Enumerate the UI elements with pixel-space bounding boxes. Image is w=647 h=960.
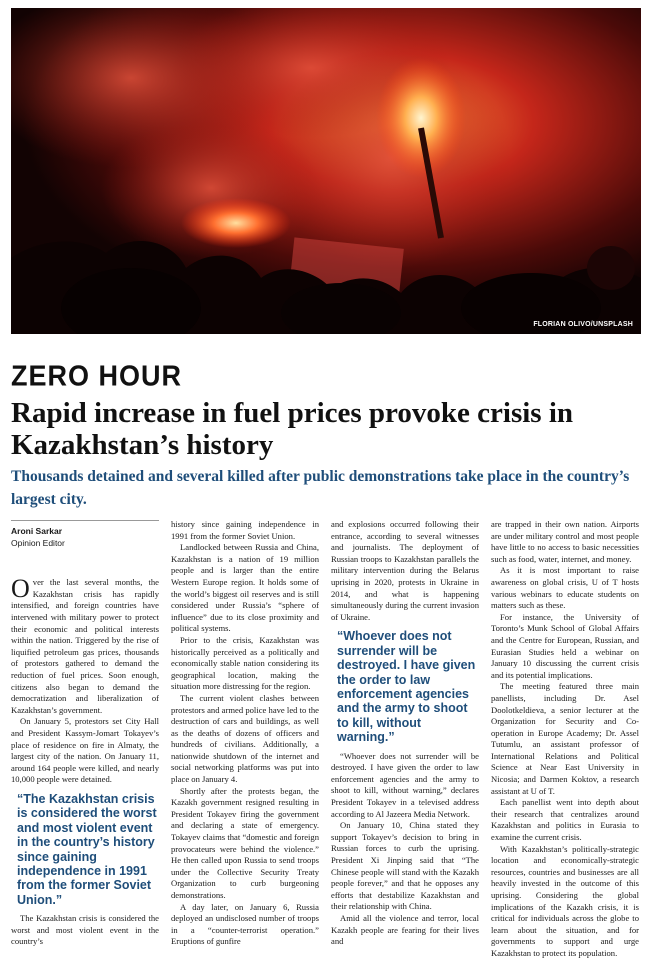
paragraph: For instance, the University of Toronto’s Munk School of Global Affairs and the Centre for European, Russian, and Eurasian Studies held a webinar on January 10 discussing the current crisis and its potential implications. [491,611,639,680]
paragraph: Over the last several months, the Kazakhstan crisis has rapidly intensified, and foreign countries have intervened with military power to protect their economic and political interests within the nation. Triggered by the rise of liquified petroleum gas prices, thousands of protestors gathered to demand the reduction of fuel prices. Soon enough, citizens also began to demand the democratization and liberalization of Kazakhstan’s government. [11,574,159,715]
pull-quote: “The Kazakhstan crisis is considered the worst and most violent event in the country’s history since gaining independence in 1991 from the former Soviet Union.” [17,791,157,907]
headline: Rapid increase in fuel prices provoke crisis in Kazakhstan’s history [11,397,574,461]
paragraph: Amid all the violence and terror, local Kazakh people are fearing for their lives and [331,912,479,947]
pull-quote: “Whoever does not surrender will be destroyed. I have given the order to law enforcement agencies and the army to shoot to kill, without warning.” [337,629,476,745]
drop-cap: O [11,574,30,604]
byline-divider [11,520,159,521]
paragraph: On January 5, protestors set City Hall and President Kassym-Jomart Tokayev’s place of residence on fire in Almaty, the largest city of the nation. On January 11, around 164 people were killed, and nearly 10,000 people were detained. [11,716,159,785]
article-column-2 [171,519,319,948]
article-column-3 [331,519,479,948]
article-column-4 [491,519,639,960]
paragraph: Landlocked between Russia and China, Kazakhstan is a nation of 19 million people and is larger than the entire Western Europe region. It holds some of the world’s biggest oil reserves and is still considered under Russia’s “sphere of influence” due to its close proximity and political systems. [171,542,319,634]
byline-role: Opinion Editor [11,537,65,548]
paragraph: The meeting featured three main panellists, including Dr. Asel Doolotkeldieva, a senior lecturer at the Organization for Security and Co-operation in Europe Academy; Dr. Assel Tutumlu, an assistant professor of International Relations and Political Science at Near East University in Nicosia; and Darmen Koktov, a research assistant at U of T. [491,681,639,796]
paragraph: “Whoever does not surrender will be destroyed. I have given the order to law enforcement agencies and the army to shoot to kill, without warning,” declares President Tokayev in a televised address according to Al Jazeera Media Network. [331,750,479,819]
section-label: ZERO HOUR [11,360,182,392]
paragraph: Shortly after the protests began, the Kazakh government resigned resulting in President Tokayev firing the government and declaring a state of emergency. Tokayev claims that “domestic and foreign provocateurs were behind the violence.” He then called upon Russia to send troops under the Collective Security Treaty Organization to curb burgeoning demonstrations. [171,785,319,900]
flare-smoke-illustration [11,8,641,334]
paragraph: are trapped in their own nation. Airports are under military control and most people have little to no access to basic necessities such as food, water, internet, and money. [491,519,639,564]
paragraph: history since gaining independence in 1991 from the former Soviet Union. [171,519,319,541]
paragraph: Prior to the crisis, Kazakhstan was historically perceived as a politically and economically stable nation considering its geographical location, making the situation more distressing for the region. [171,634,319,692]
paragraph: On January 10, China stated they support Tokayev’s decision to bring in Russian forces to curb the uprising. President Xi Jinping said that “The Chinese people will stand with the Kazakh people forever,” and that he opposes any efforts that destabilize Kazakhstan and their relationship with China. [331,820,479,912]
protest-flare-photo [11,8,641,334]
paragraph: Each panellist went into depth about their research that centralizes around Kazakhstan and politics in Eurasia to examine the current crisis. [491,797,639,843]
byline-author: Aroni Sarkar [11,526,63,536]
subheadline: Thousands detained and several killed after public demonstrations take place in the country’s largest city. [11,468,630,508]
paragraph: The Kazakhstan crisis is considered the worst and most violent event in the country’s [11,913,159,947]
paragraph: As it is most important to raise awareness on global crisis, U of T hosts various webinars to educate students on matters such as these. [491,565,639,611]
article-column-1 [11,524,159,948]
paragraph: The current violent clashes between protestors and armed police have led to the destruction of cars and buildings, as well as the deaths of dozens of officers and hundreds of civilians. Additionally, a nationwide shutdown of the internet and social networking platforms was put into place on January 4. [171,692,319,785]
photo-credit: FLORIAN OLIVO/UNSPLASH [533,321,633,328]
paragraph: A day later, on January 6, Russia deployed an undisclosed number of troops in a “counter-terrorist operation.” Eruptions of gunfire [171,901,319,947]
paragraph: With Kazakhstan’s politically-strategic location and economically-strategic resources, countries and businesses are all heavily invested in the outcome of this uprising. Considering the global implications of the Kazakh crisis, it is critical for individuals across the globe to learn about the situation, and for governments to support and urge Kazakhstan to protect its population. [491,843,639,958]
paragraph: and explosions occurred following their entrance, according to several witnesses and journalists. The deployment of Russian troops to Kazakhstan parallels the military intervention during the Belarus uprising in 2020, protests in Ukraine in 2014, and what is happening simultaneously during the current invasion of Ukraine. [331,519,479,622]
